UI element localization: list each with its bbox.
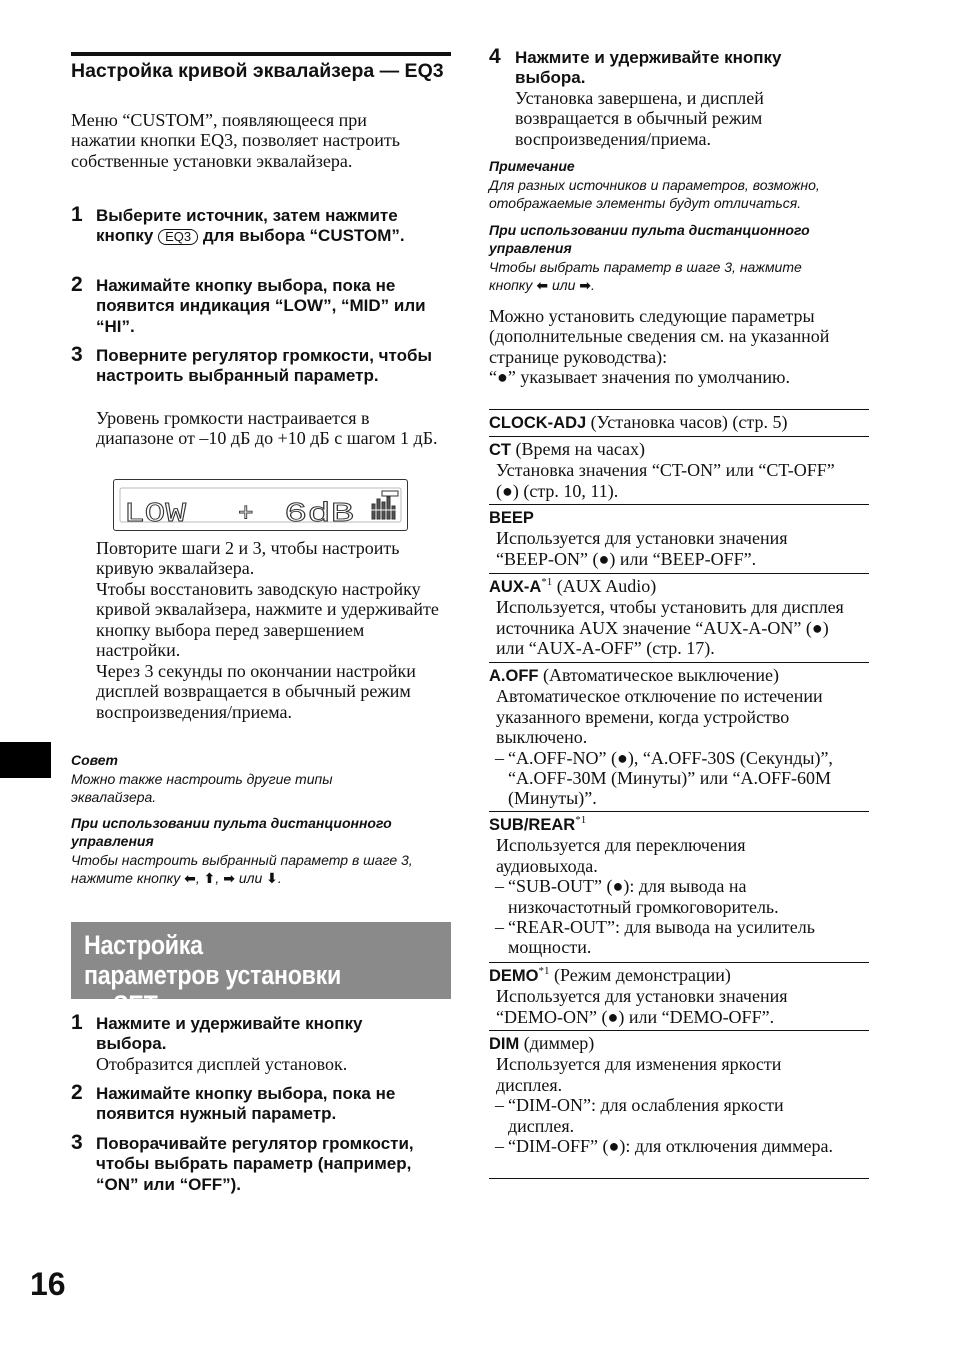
param-clock-term: CLOCK-ADJ <box>489 414 587 432</box>
param-ct <box>489 439 869 501</box>
param-demo-desc: (Режим демонстрации) <box>554 965 731 985</box>
set-banner <box>71 922 451 1020</box>
arrow-left-icon: ⬅ <box>184 871 196 888</box>
eq-bars-icon <box>370 491 398 519</box>
param-aoff-body: Автоматическое отключение по истечении указанного времени, когда устройство выключено. <box>496 686 823 748</box>
param-ct-desc: (Время на часах) <box>515 439 646 459</box>
note-title: Примечание <box>489 158 575 174</box>
eq3-step-2-number: 2 <box>71 273 83 296</box>
set-step-3-title: Поворачивайте регулятор громкости, чтобы выбрать параметр (например, “ON” или “OFF”). <box>96 1134 414 1194</box>
set-banner-title: Настройка параметров установки — SET <box>84 930 342 1020</box>
eq3-intro: Меню “CUSTOM”, появляющееся при нажатии кнопки EQ3, позволяет настроить собственные установки эквалайзера. <box>71 110 401 171</box>
param-dim-bullet-1-text: “DIM-ON”: для ослабления яркости дисплея. <box>508 1095 784 1136</box>
set-remote-text-a: Чтобы выбрать параметр в шаге 3, нажмите кнопку <box>489 259 802 294</box>
eq3-remote-text: Чтобы настроить выбранный параметр в шаге 3, нажмите кнопку ⬅, ⬆, ➡ или ⬇. <box>71 852 413 888</box>
eq3-step-1-title-b: для выбора “CUSTOM”. <box>202 226 405 246</box>
param-demo <box>489 965 869 1027</box>
eq3-step-3-number: 3 <box>71 343 83 366</box>
eq3-remote-title: При использовании пульта дистанционного управления <box>71 815 392 849</box>
params-intro: Можно установить следующие параметры (дополнительные сведения см. на указанной странице руководства): <box>489 306 830 367</box>
tip-text: Можно также настроить другие типы эквалайзера. <box>71 771 333 806</box>
param-rule-2 <box>489 504 869 505</box>
eq3-after-1: Повторите шаги 2 и 3, чтобы настроить кривую эквалайзера. <box>96 538 400 579</box>
set-step-1-title: Нажмите и удерживайте кнопку выбора. <box>96 1014 363 1054</box>
param-dim-bullet-2-text: “DIM-OFF” (●): для отключения диммера. <box>508 1136 834 1157</box>
eq3-step-1-title <box>96 206 451 247</box>
param-sub-term: SUB/REAR <box>489 816 576 834</box>
param-rule-7 <box>489 1030 869 1031</box>
arrow-down-icon: ⬇ <box>266 871 278 888</box>
tip-title: Совет <box>71 752 119 768</box>
param-ct-body: Установка значения “CT-ON” или “CT-OFF” (●) (стр. 10, 11). <box>496 460 835 501</box>
arrow-up-icon: ⬆ <box>203 871 216 888</box>
param-rule-3 <box>489 573 869 574</box>
lcd-low-text: LOW <box>124 500 188 530</box>
eq3-step-3-body: Уровень громкости настраивается в диапазоне от –10 дБ до +10 дБ с шагом 1 дБ. <box>96 408 438 449</box>
top-rule-left <box>71 52 451 56</box>
eq3-remote-text-a: Чтобы настроить выбранный параметр в шаге 3, нажмите кнопку <box>71 852 413 887</box>
param-dim-body: Используется для изменения яркости дисплея. <box>496 1054 782 1095</box>
lcd-value-text: 6dB <box>284 500 354 530</box>
param-dim-desc: (диммер) <box>523 1033 595 1053</box>
param-demo-sup: *1 <box>538 965 550 977</box>
eq3-key-label: EQ3 <box>158 229 198 245</box>
param-demo-term: DEMO <box>489 967 539 985</box>
param-rule-4 <box>489 662 869 663</box>
param-rule-6 <box>489 962 869 963</box>
eq-display-illustration <box>113 479 408 531</box>
eq3-step-2-title: Нажимайте кнопку выбора, пока не появится индикация “LOW”, “MID” или “HI”. <box>96 276 426 336</box>
param-dim-bullet-2: – “DIM-OFF” (●): для отключения диммера. <box>489 1136 869 1156</box>
param-beep-term: BEEP <box>489 509 534 527</box>
note-text: Для разных источников и параметров, возможно, отображаемые элементы будут отличаться. <box>489 177 820 212</box>
page-number: 16 <box>30 1266 66 1302</box>
side-tab <box>0 742 51 778</box>
step-4-body: Установка завершена, и дисплей возвращается в обычный режим воспроизведения/приема. <box>515 88 764 149</box>
param-sub-bullet-2: – “REAR-OUT”: для вывода на усилитель мощности. <box>489 917 869 958</box>
param-sub-bullet-1-text: “SUB-OUT” (●): для вывода на низкочастотный громкоговоритель. <box>508 876 779 917</box>
eq3-step-1-number: 1 <box>71 203 83 226</box>
eq3-after-3: Через 3 секунды по окончании настройки дисплей возвращается в обычный режим воспроизведения/приема. <box>96 661 416 722</box>
eq3-step-3-title: Поверните регулятор громкости, чтобы настроить выбранный параметр. <box>96 346 433 386</box>
param-aux-sup: *1 <box>541 576 553 588</box>
set-step-1-number: 1 <box>71 1011 83 1034</box>
param-aoff <box>489 665 869 809</box>
step-4-title: Нажмите и удерживайте кнопку выбора. <box>515 48 782 88</box>
param-aux-body: Используется, чтобы установить для дисплея источника AUX значение “AUX-A-ON” (●) или “AUX-A-OFF” (стр. 17). <box>496 597 844 659</box>
param-sub-sup: *1 <box>575 814 587 826</box>
set-remote-text: Чтобы выбрать параметр в шаге 3, нажмите кнопку ⬅ или ➡. <box>489 259 802 295</box>
param-dim-bullet-1: – “DIM-ON”: для ослабления яркости дисплея. <box>489 1095 869 1136</box>
param-sub-body: Используется для переключения аудиовыхода. <box>496 835 746 876</box>
eq3-after-2: Чтобы восстановить заводскую настройку кривой эквалайзера, нажмите и удерживайте кнопку выбора перед завершением настройки. <box>96 579 439 661</box>
default-note: “●” указывает значения по умолчанию. <box>489 367 791 387</box>
param-aoff-bullet: – “A.OFF-NO” (●), “A.OFF-30S (Секунды)”, “A.OFF-30M (Минуты)” или “A.OFF-60M (Минуты)”. <box>489 748 869 809</box>
param-sub <box>489 814 869 958</box>
param-sub-bullet-1: – “SUB-OUT” (●): для вывода на низкочастотный громкоговоритель. <box>489 876 869 917</box>
set-remote-title: При использовании пульта дистанционного управления <box>489 222 810 256</box>
param-rule-0 <box>489 409 869 410</box>
arrow-right-icon: ➡ <box>223 871 235 888</box>
set-step-2-title: Нажимайте кнопку выбора, пока не появится нужный параметр. <box>96 1084 396 1124</box>
eq3-heading: Настройка кривой эквалайзера — EQ3 <box>71 60 444 82</box>
set-remote-text-b: или <box>551 277 576 294</box>
set-step-2-number: 2 <box>71 1081 83 1104</box>
lcd-display <box>114 480 407 530</box>
arrow-right-icon: ➡ <box>579 278 592 295</box>
param-rule-end <box>489 1178 869 1179</box>
eq3-remote-text-b: или <box>238 870 263 887</box>
param-aux-desc: (AUX Audio) <box>556 576 657 596</box>
lcd-plus-text: + <box>238 499 254 529</box>
param-aoff-term: A.OFF <box>489 667 539 685</box>
param-beep <box>489 507 869 569</box>
param-aoff-desc: (Автоматическое выключение) <box>543 665 780 685</box>
param-clock <box>489 412 869 433</box>
param-aux <box>489 576 869 659</box>
set-step-1-body: Отобразится дисплей установок. <box>96 1054 348 1074</box>
set-step-3-number: 3 <box>71 1131 83 1154</box>
param-ct-term: CT <box>489 441 511 459</box>
param-rule-1 <box>489 436 869 437</box>
eq3-step-1-title-a: Выберите источник, затем нажмите кнопку <box>96 206 398 246</box>
step-4-number: 4 <box>489 45 501 68</box>
param-aux-term: AUX-A <box>489 578 542 596</box>
param-dim <box>489 1033 869 1156</box>
param-sub-bullet-2-text: “REAR-OUT”: для вывода на усилитель мощности. <box>508 917 815 958</box>
param-demo-body: Используется для установки значения “DEMO-ON” (●) или “DEMO-OFF”. <box>496 986 788 1027</box>
param-dim-term: DIM <box>489 1035 520 1053</box>
arrow-left-icon: ⬅ <box>536 278 549 295</box>
param-aoff-bullet-text: “A.OFF-NO” (●), “A.OFF-30S (Секунды)”, “A.OFF-30M (Минуты)” или “A.OFF-60M (Минуты)”. <box>508 747 833 809</box>
param-clock-desc: (Установка часов) (стр. 5) <box>590 412 788 432</box>
param-beep-body: Используется для установки значения “BEEP-ON” (●) или “BEEP-OFF”. <box>496 528 788 569</box>
param-rule-5 <box>489 811 869 812</box>
